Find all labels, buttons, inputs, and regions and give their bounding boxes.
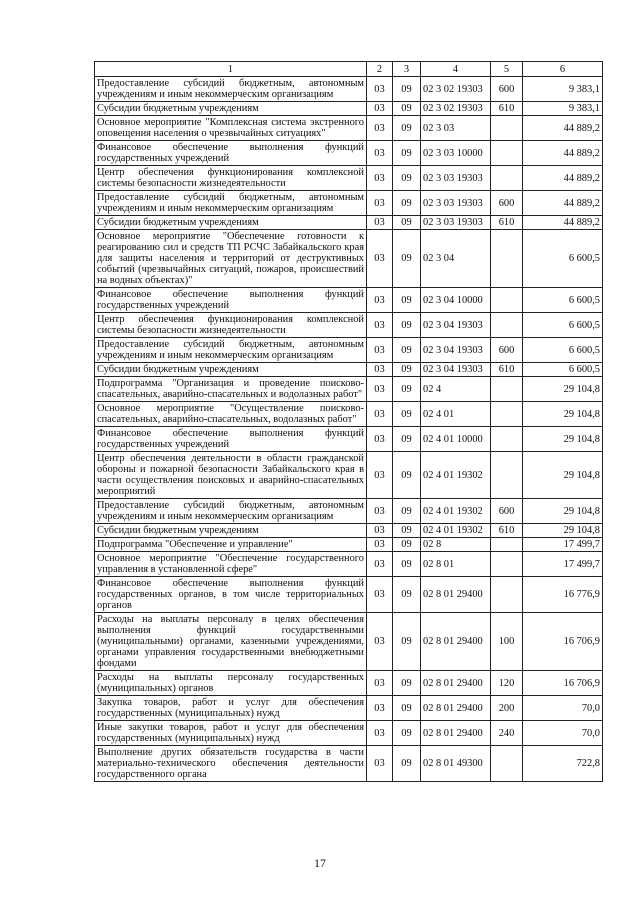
cell-name: Предоставление субсидий бюджетным, автономным учреждениям и иным некоммерческим организациям	[95, 77, 367, 102]
cell-subsection: 09	[393, 499, 421, 524]
cell-subsection: 09	[393, 377, 421, 402]
cell-target-code: 02 3 04 19303	[421, 363, 491, 377]
cell-expense-type: 100	[491, 613, 523, 671]
cell-amount: 6 600,5	[523, 363, 603, 377]
cell-target-code: 02 3 04 10000	[421, 288, 491, 313]
cell-subsection: 09	[393, 721, 421, 746]
cell-subsection: 09	[393, 577, 421, 613]
cell-name: Иные закупки товаров, работ и услуг для обеспечения государственных (муниципальных) нужд	[95, 721, 367, 746]
cell-expense-type: 120	[491, 671, 523, 696]
cell-name: Субсидии бюджетным учреждениям	[95, 102, 367, 116]
cell-target-code: 02 8 01 29400	[421, 613, 491, 671]
cell-target-code: 02 4 01 19302	[421, 499, 491, 524]
cell-section: 03	[367, 230, 393, 288]
cell-expense-type: 610	[491, 102, 523, 116]
cell-amount: 44 889,2	[523, 191, 603, 216]
cell-section: 03	[367, 538, 393, 552]
cell-amount: 6 600,5	[523, 288, 603, 313]
cell-amount: 6 600,5	[523, 338, 603, 363]
cell-target-code: 02 3 03 10000	[421, 141, 491, 166]
table-row	[95, 338, 603, 363]
cell-amount: 17 499,7	[523, 552, 603, 577]
table-header-row	[95, 62, 603, 77]
cell-target-code: 02 4 01 19302	[421, 524, 491, 538]
cell-amount: 16 706,9	[523, 671, 603, 696]
table-row	[95, 377, 603, 402]
cell-expense-type: 610	[491, 363, 523, 377]
cell-subsection: 09	[393, 102, 421, 116]
cell-section: 03	[367, 402, 393, 427]
cell-target-code: 02 3 03 19303	[421, 166, 491, 191]
cell-target-code: 02 3 02 19303	[421, 77, 491, 102]
cell-target-code: 02 8 01	[421, 552, 491, 577]
cell-expense-type: 610	[491, 216, 523, 230]
cell-subsection: 09	[393, 524, 421, 538]
cell-name: Предоставление субсидий бюджетным, автономным учреждениям и иным некоммерческим организациям	[95, 338, 367, 363]
table-row	[95, 402, 603, 427]
cell-expense-type: 240	[491, 721, 523, 746]
cell-section: 03	[367, 288, 393, 313]
cell-target-code: 02 3 04 19303	[421, 313, 491, 338]
cell-subsection: 09	[393, 363, 421, 377]
table-row	[95, 141, 603, 166]
cell-subsection: 09	[393, 166, 421, 191]
cell-amount: 6 600,5	[523, 230, 603, 288]
table-row	[95, 696, 603, 721]
cell-amount: 44 889,2	[523, 166, 603, 191]
cell-expense-type	[491, 166, 523, 191]
cell-subsection: 09	[393, 116, 421, 141]
cell-amount: 29 104,8	[523, 402, 603, 427]
table-row	[95, 746, 603, 782]
cell-section: 03	[367, 427, 393, 452]
cell-name: Расходы на выплаты персоналу в целях обеспечения выполнения функций государственными (муниципальными) органами, казенными учреждениями, органами управления государственными внебюджетными фондами	[95, 613, 367, 671]
cell-name: Финансовое обеспечение выполнения функций государственных учреждений	[95, 288, 367, 313]
cell-section: 03	[367, 377, 393, 402]
cell-target-code: 02 4 01 19302	[421, 452, 491, 499]
cell-expense-type	[491, 230, 523, 288]
cell-name: Основное мероприятие "Обеспечение готовности к реагированию сил и средств ТП РСЧС Забайкальского края для защиты населения и территорий от деструктивных событий (чрезвычайных ситуаций, пожаров, происшествий на водных объектах)"	[95, 230, 367, 288]
cell-section: 03	[367, 191, 393, 216]
page-number: 17	[314, 856, 326, 870]
header-cell-amount: 6	[523, 62, 603, 77]
cell-amount: 17 499,7	[523, 538, 603, 552]
cell-name: Финансовое обеспечение выполнения функций государственных органов, в том числе территориальных органов	[95, 577, 367, 613]
cell-expense-type: 200	[491, 696, 523, 721]
cell-amount: 29 104,8	[523, 377, 603, 402]
cell-subsection: 09	[393, 288, 421, 313]
table-row	[95, 613, 603, 671]
cell-target-code: 02 8 01 29400	[421, 721, 491, 746]
cell-name: Центр обеспечения функционирования комплексной системы безопасности жизнедеятельности	[95, 313, 367, 338]
cell-subsection: 09	[393, 141, 421, 166]
cell-subsection: 09	[393, 313, 421, 338]
cell-section: 03	[367, 363, 393, 377]
cell-subsection: 09	[393, 216, 421, 230]
cell-subsection: 09	[393, 191, 421, 216]
cell-expense-type	[491, 538, 523, 552]
cell-expense-type: 600	[491, 499, 523, 524]
cell-section: 03	[367, 552, 393, 577]
cell-expense-type	[491, 377, 523, 402]
cell-subsection: 09	[393, 538, 421, 552]
cell-section: 03	[367, 116, 393, 141]
table-row	[95, 452, 603, 499]
header-cell-target-code: 4	[421, 62, 491, 77]
table-row	[95, 191, 603, 216]
cell-target-code: 02 4 01 10000	[421, 427, 491, 452]
cell-amount: 44 889,2	[523, 116, 603, 141]
cell-section: 03	[367, 613, 393, 671]
table-row	[95, 230, 603, 288]
cell-subsection: 09	[393, 746, 421, 782]
cell-name: Основное мероприятие "Комплексная система экстренного оповещения населения о чрезвычайных ситуациях"	[95, 116, 367, 141]
table-row	[95, 721, 603, 746]
cell-amount: 9 383,1	[523, 102, 603, 116]
table-row	[95, 313, 603, 338]
cell-expense-type	[491, 552, 523, 577]
cell-expense-type	[491, 577, 523, 613]
cell-amount: 29 104,8	[523, 427, 603, 452]
header-cell-expense-type: 5	[491, 62, 523, 77]
cell-target-code: 02 8 01 29400	[421, 577, 491, 613]
cell-target-code: 02 3 04 19303	[421, 338, 491, 363]
cell-name: Расходы на выплаты персоналу государственных (муниципальных) органов	[95, 671, 367, 696]
cell-section: 03	[367, 338, 393, 363]
cell-expense-type	[491, 288, 523, 313]
cell-amount: 29 104,8	[523, 452, 603, 499]
table-row	[95, 216, 603, 230]
cell-target-code: 02 8 01 49300	[421, 746, 491, 782]
cell-target-code: 02 8	[421, 538, 491, 552]
cell-section: 03	[367, 141, 393, 166]
cell-section: 03	[367, 102, 393, 116]
cell-section: 03	[367, 577, 393, 613]
cell-name: Субсидии бюджетным учреждениям	[95, 524, 367, 538]
cell-name: Предоставление субсидий бюджетным, автономным учреждениям и иным некоммерческим организациям	[95, 499, 367, 524]
cell-name: Подпрограмма "Обеспечение и управление"	[95, 538, 367, 552]
table-row	[95, 577, 603, 613]
cell-amount: 70,0	[523, 721, 603, 746]
cell-subsection: 09	[393, 671, 421, 696]
cell-name: Выполнение других обязательств государства в части материально-технического обеспечения деятельности государственного органа	[95, 746, 367, 782]
cell-section: 03	[367, 166, 393, 191]
table-row	[95, 427, 603, 452]
cell-expense-type: 600	[491, 77, 523, 102]
cell-expense-type	[491, 427, 523, 452]
cell-target-code: 02 4	[421, 377, 491, 402]
cell-amount: 722,8	[523, 746, 603, 782]
cell-amount: 29 104,8	[523, 524, 603, 538]
cell-expense-type	[491, 313, 523, 338]
budget-table	[94, 61, 603, 782]
table-row	[95, 552, 603, 577]
cell-target-code: 02 3 04	[421, 230, 491, 288]
cell-section: 03	[367, 696, 393, 721]
cell-section: 03	[367, 524, 393, 538]
cell-amount: 16 706,9	[523, 613, 603, 671]
cell-target-code: 02 8 01 29400	[421, 671, 491, 696]
cell-expense-type: 600	[491, 191, 523, 216]
cell-subsection: 09	[393, 338, 421, 363]
cell-subsection: 09	[393, 427, 421, 452]
cell-subsection: 09	[393, 452, 421, 499]
cell-section: 03	[367, 313, 393, 338]
cell-section: 03	[367, 721, 393, 746]
cell-name: Центр обеспечения деятельности в области гражданской обороны и пожарной безопасности Забайкальского края в части осуществления поисковых и аварийно-спасательных мероприятий	[95, 452, 367, 499]
table-row	[95, 77, 603, 102]
cell-target-code: 02 3 03 19303	[421, 216, 491, 230]
cell-subsection: 09	[393, 77, 421, 102]
cell-section: 03	[367, 77, 393, 102]
header-cell-name: 1	[95, 62, 367, 77]
cell-target-code: 02 3 03 19303	[421, 191, 491, 216]
cell-amount: 6 600,5	[523, 313, 603, 338]
cell-subsection: 09	[393, 230, 421, 288]
cell-amount: 44 889,2	[523, 216, 603, 230]
cell-amount: 70,0	[523, 696, 603, 721]
cell-expense-type	[491, 141, 523, 166]
cell-subsection: 09	[393, 402, 421, 427]
cell-expense-type: 610	[491, 524, 523, 538]
cell-expense-type	[491, 746, 523, 782]
header-cell-section: 2	[367, 62, 393, 77]
cell-target-code: 02 3 02 19303	[421, 102, 491, 116]
table-row	[95, 288, 603, 313]
table-row	[95, 363, 603, 377]
cell-expense-type	[491, 116, 523, 141]
cell-subsection: 09	[393, 613, 421, 671]
cell-name: Основное мероприятие "Осуществление поисково-спасательных, аварийно-спасательных, водолазных работ"	[95, 402, 367, 427]
cell-section: 03	[367, 216, 393, 230]
table-row	[95, 499, 603, 524]
table-row	[95, 102, 603, 116]
cell-name: Финансовое обеспечение выполнения функций государственных учреждений	[95, 141, 367, 166]
cell-name: Предоставление субсидий бюджетным, автономным учреждениям и иным некоммерческим организациям	[95, 191, 367, 216]
table-row	[95, 671, 603, 696]
cell-name: Подпрограмма "Организация и проведение поисково-спасательных, аварийно-спасательных и водолазных работ"	[95, 377, 367, 402]
cell-amount: 44 889,2	[523, 141, 603, 166]
cell-name: Субсидии бюджетным учреждениям	[95, 363, 367, 377]
table-row	[95, 524, 603, 538]
cell-expense-type	[491, 402, 523, 427]
cell-expense-type: 600	[491, 338, 523, 363]
cell-amount: 29 104,8	[523, 499, 603, 524]
cell-target-code: 02 3 03	[421, 116, 491, 141]
table-row	[95, 166, 603, 191]
cell-section: 03	[367, 499, 393, 524]
cell-name: Финансовое обеспечение выполнения функций государственных учреждений	[95, 427, 367, 452]
table-row	[95, 116, 603, 141]
cell-section: 03	[367, 671, 393, 696]
cell-expense-type	[491, 452, 523, 499]
cell-name: Центр обеспечения функционирования комплексной системы безопасности жизнедеятельности	[95, 166, 367, 191]
cell-name: Субсидии бюджетным учреждениям	[95, 216, 367, 230]
cell-amount: 9 383,1	[523, 77, 603, 102]
cell-amount: 16 776,9	[523, 577, 603, 613]
cell-name: Основное мероприятие "Обеспечение государственного управления в установленной сфере"	[95, 552, 367, 577]
cell-section: 03	[367, 746, 393, 782]
cell-name: Закупка товаров, работ и услуг для обеспечения государственных (муниципальных) нужд	[95, 696, 367, 721]
cell-target-code: 02 4 01	[421, 402, 491, 427]
cell-section: 03	[367, 452, 393, 499]
cell-subsection: 09	[393, 696, 421, 721]
cell-target-code: 02 8 01 29400	[421, 696, 491, 721]
table-row	[95, 538, 603, 552]
header-cell-subsection: 3	[393, 62, 421, 77]
cell-subsection: 09	[393, 552, 421, 577]
